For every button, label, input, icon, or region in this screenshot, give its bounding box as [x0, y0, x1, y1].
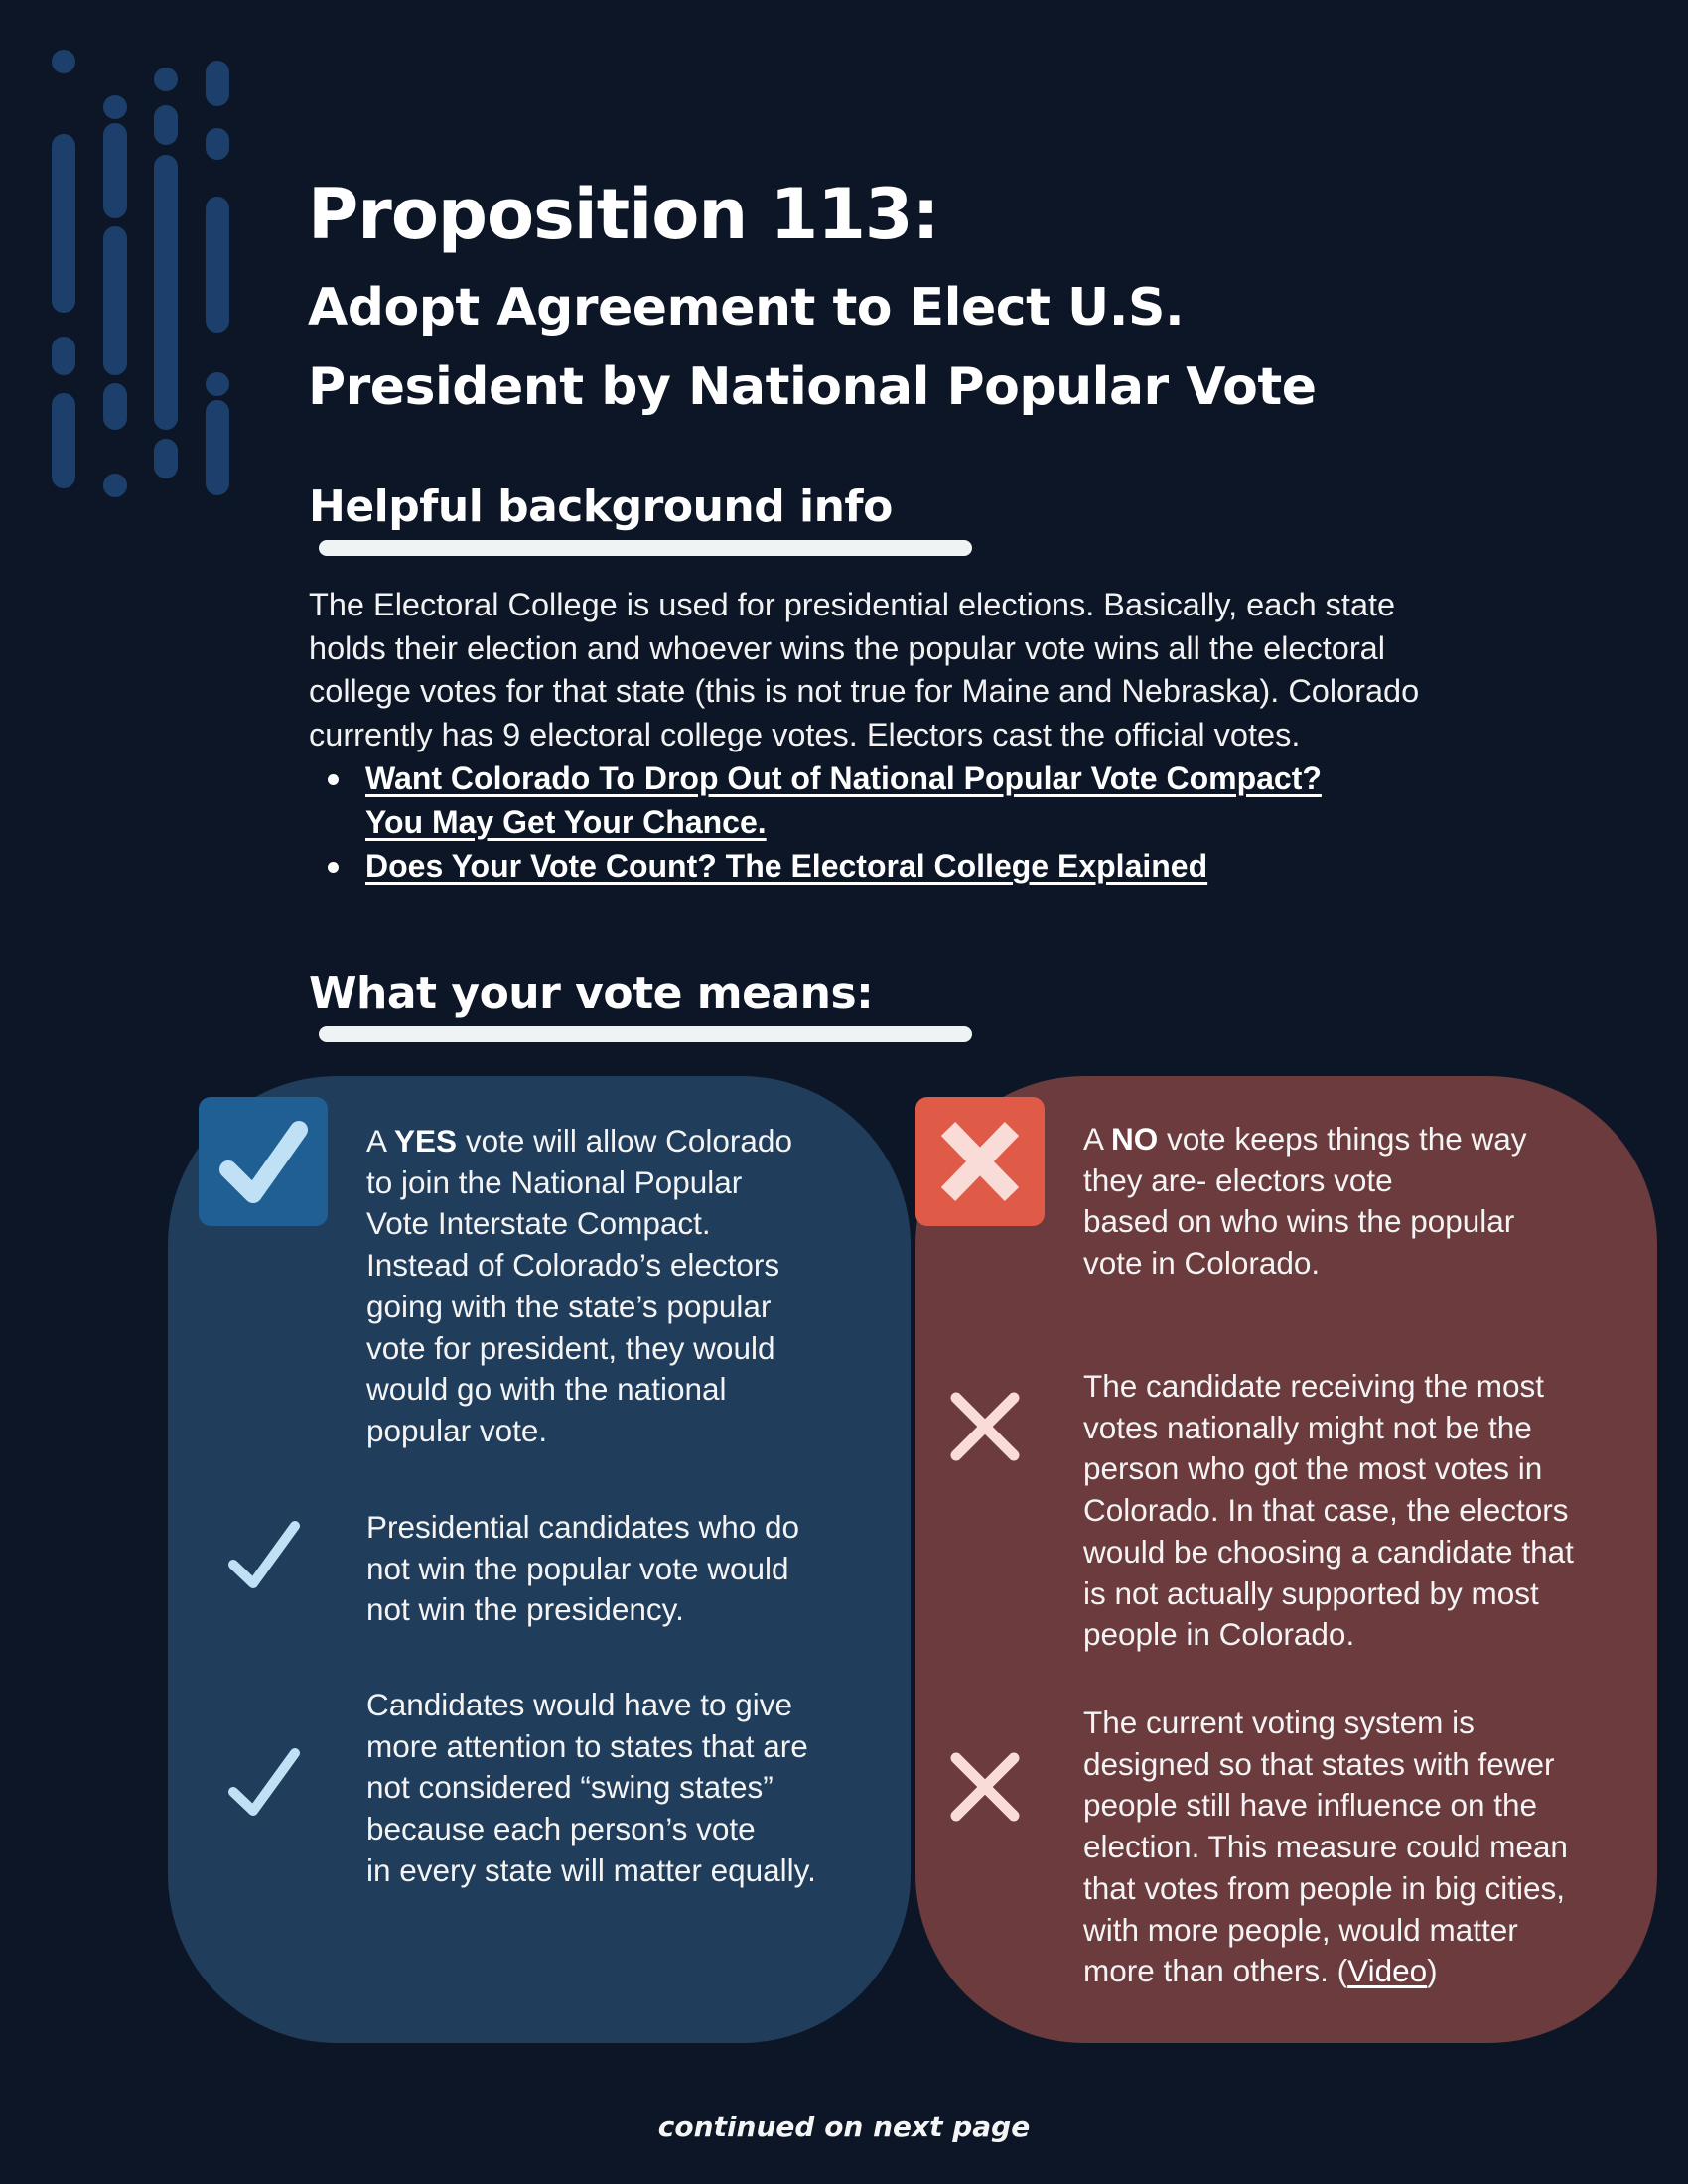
text-line: Instead of Colorado’s electors: [366, 1247, 780, 1284]
link-text: Does Your Vote Count? The Electoral College Explained: [365, 848, 1208, 884]
text-line: Colorado. In that case, the electors: [1083, 1492, 1569, 1529]
decorative-bar: [206, 197, 229, 333]
decorative-dot: [103, 95, 127, 119]
text: more than others. (: [1083, 1953, 1348, 1989]
link-electoral-college-explained[interactable]: [365, 844, 1322, 887]
yes-keyword: YES: [394, 1123, 458, 1159]
paragraph-line: currently has 9 electoral college votes. Electors cast the official votes.: [309, 717, 1301, 753]
decorative-bar: [206, 128, 229, 160]
list-item: [309, 756, 1322, 844]
decorative-bar: [103, 123, 127, 218]
heading-underline: [319, 540, 972, 556]
decorative-dot: [52, 50, 75, 73]
text-line: person who got the most votes in: [1083, 1450, 1543, 1487]
yes-checkbox-icon: [199, 1097, 328, 1226]
no-checkbox-icon: [915, 1097, 1045, 1226]
text-line: they are- electors vote: [1083, 1161, 1393, 1198]
decorative-bar: [103, 226, 127, 375]
subtitle-line: Adopt Agreement to Elect U.S.: [308, 278, 1185, 338]
text-line: would be choosing a candidate that: [1083, 1533, 1574, 1570]
no-keyword: NO: [1111, 1121, 1159, 1157]
x-mark-icon: [948, 1750, 1022, 1824]
yes-main-text: [366, 1121, 792, 1452]
checkmark-icon: [227, 1520, 301, 1593]
no-point-2: [1083, 1703, 1568, 1992]
decorative-bar: [206, 400, 229, 495]
text-line: The current voting system is: [1083, 1705, 1475, 1740]
decorative-dot: [206, 372, 229, 396]
text-line: not win the presidency.: [366, 1591, 684, 1628]
text-line: vote for president, they would: [366, 1329, 775, 1366]
text-line: with more people, would matter: [1083, 1911, 1518, 1948]
yes-point-2: [366, 1685, 816, 1892]
decorative-bar: [52, 337, 75, 375]
heading-underline: [319, 1026, 972, 1042]
link-drop-out-compact[interactable]: [365, 756, 1322, 844]
text-line: people still have influence on the: [1083, 1787, 1538, 1824]
text: vote will allow Colorado: [457, 1123, 792, 1159]
yes-point-1: [366, 1507, 799, 1631]
text-line: Presidential candidates who do: [366, 1509, 800, 1545]
text-line: votes nationally might not be the: [1083, 1409, 1532, 1445]
paragraph-line: The Electoral College is used for presidential elections. Basically, each state: [309, 587, 1396, 622]
list-item: [309, 844, 1322, 887]
checkmark-icon: [227, 1747, 301, 1821]
text-line: popular vote.: [366, 1412, 548, 1448]
video-link[interactable]: Video: [1347, 1953, 1428, 1989]
text-line: designed so that states with fewer: [1083, 1745, 1555, 1782]
decorative-dot: [103, 474, 127, 497]
resource-links: [309, 756, 1322, 887]
decorative-bar: [103, 383, 127, 430]
decorative-dot: [154, 68, 178, 91]
subtitle-line: President by National Popular Vote: [308, 357, 1317, 417]
no-main-text: [1083, 1119, 1527, 1285]
vote-heading: What your vote means:: [309, 968, 874, 1019]
text-line: based on who wins the popular: [1083, 1203, 1515, 1240]
text: A: [366, 1123, 395, 1159]
text-line: going with the state’s popular: [366, 1288, 772, 1324]
decorative-bar: [154, 105, 178, 145]
text-line: is not actually supported by most: [1083, 1574, 1539, 1611]
background-paragraph: [309, 584, 1560, 757]
text-line: The candidate receiving the most: [1083, 1368, 1545, 1404]
paragraph-line: holds their election and whoever wins the popular vote wins all the electoral: [309, 629, 1385, 666]
text-line: would go with the national: [366, 1371, 727, 1408]
text: vote keeps things the way: [1158, 1121, 1527, 1157]
text-line: in every state will matter equally.: [366, 1851, 816, 1888]
paragraph-line: college votes for that state (this is not true for Maine and Nebraska). Colorado: [309, 673, 1420, 710]
text: ): [1427, 1953, 1438, 1989]
link-text: You May Get Your Chance.: [365, 804, 767, 840]
decorative-bar: [52, 393, 75, 488]
text-line: vote in Colorado.: [1083, 1245, 1321, 1282]
text-line: Vote Interstate Compact.: [366, 1205, 711, 1242]
text-line: people in Colorado.: [1083, 1616, 1355, 1653]
decorative-bar: [154, 439, 178, 478]
text: A: [1083, 1121, 1112, 1157]
text-line: Candidates would have to give: [366, 1687, 793, 1722]
no-point-1: [1083, 1366, 1574, 1656]
link-text: Want Colorado To Drop Out of National Popular Vote Compact?: [365, 760, 1322, 796]
text-line: because each person’s vote: [366, 1811, 756, 1847]
decorative-bar: [206, 61, 229, 106]
text-line: more attention to states that are: [366, 1727, 808, 1764]
text-line: that votes from people in big cities,: [1083, 1869, 1566, 1906]
page-subtitle: [308, 268, 1317, 427]
text-line: not considered “swing states”: [366, 1769, 774, 1806]
continued-note: continued on next page: [657, 2111, 1031, 2143]
decorative-bar: [154, 155, 178, 430]
page-title: Proposition 113:: [308, 174, 939, 255]
text-line: not win the popular vote would: [366, 1550, 789, 1586]
text-line: to join the National Popular: [366, 1163, 743, 1200]
decorative-bar: [52, 134, 75, 313]
checkmark-icon: [199, 1097, 328, 1226]
x-mark-icon: [948, 1390, 1022, 1463]
background-heading: Helpful background info: [309, 481, 893, 532]
x-mark-icon: [915, 1097, 1045, 1226]
text-line: election. This measure could mean: [1083, 1829, 1568, 1865]
